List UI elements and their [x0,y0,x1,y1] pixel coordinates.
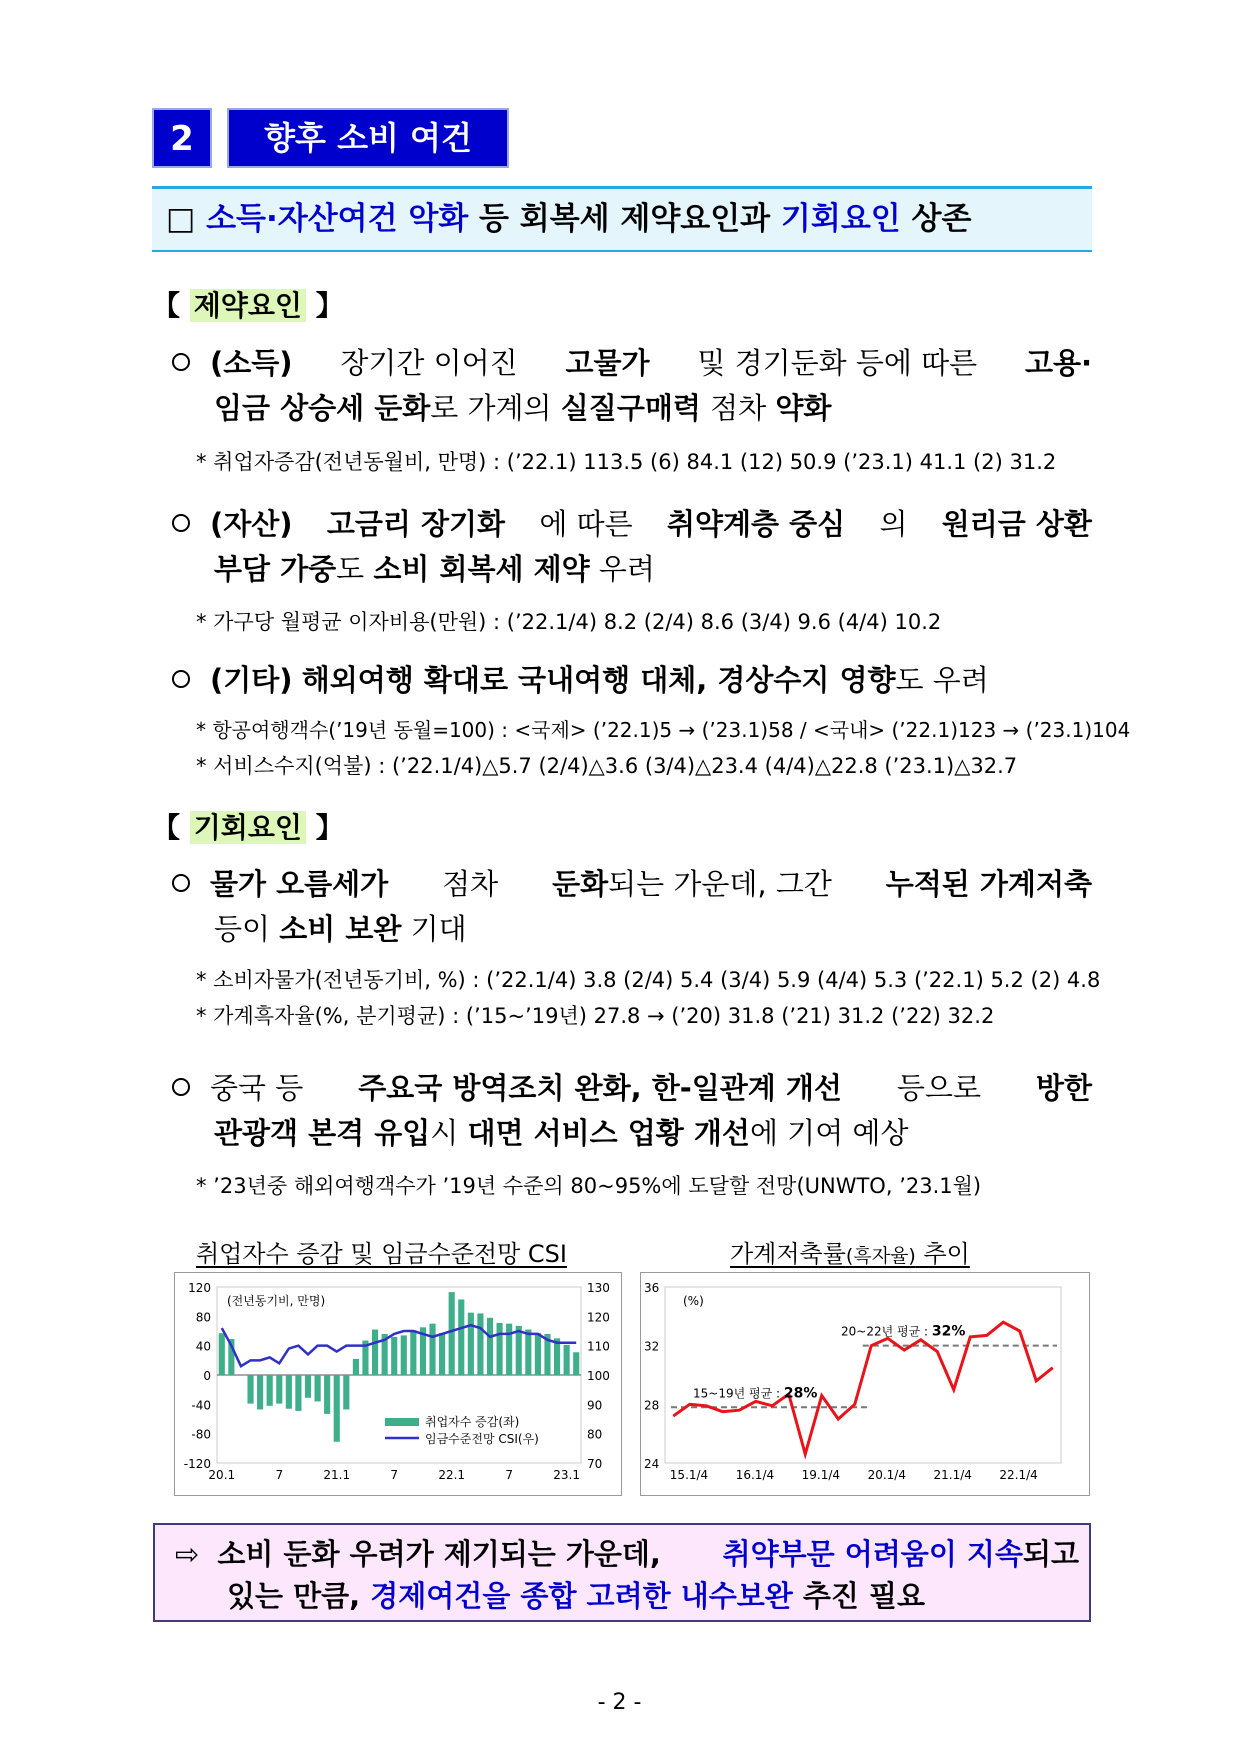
note-cpi: * 소비자물가(전년동기비, %) : (’22.1/4) 3.8 (2/4) 5.4 (3/4) 5.9 (4/4) 5.3 (’22.1) 5.2 (2) 4.8 [196,968,1101,992]
text-bold: 원리금 상환 [941,507,1092,541]
annotation-value: 32% [931,1323,966,1340]
note-employment: * 취업자증감(전년동월비, 만명) : (’22.1) 113.5 (6) 84.1 (12) 50.9 (’23.1) 41.1 (2) 31.2 [196,450,1057,474]
bullet-assets-line1 [172,502,1092,547]
text-plain: 에 기여 예상 [749,1116,909,1150]
bar [276,1375,282,1404]
note-air-travel: * 항공여행객수(’19년 동월=100) : <국제> (’22.1)5 → (’23.1)58 / <국내> (’22.1)123 → (’23.1)104 [196,718,1131,742]
chart1-svg [175,1273,621,1495]
bar [477,1313,483,1375]
headline-part4: 상존 [900,201,972,237]
text-bold: 취약계층 중심 [666,507,846,541]
text-bold: 고용· [1024,346,1092,380]
bar [487,1318,493,1375]
bar [410,1330,416,1375]
text-plain: 점차 [442,867,499,901]
bullet-marker [172,341,293,386]
bracket-close: 】 [305,289,344,322]
bar [372,1330,378,1375]
bullet-marker [172,1066,303,1111]
text-plain: 에 따른 [539,507,633,541]
bullet-income [172,341,1092,431]
opportunities-label [152,806,344,846]
note-service-balance: * 서비스수지(억불) : (’22.1/4)△5.7 (2/4)△3.6 (3/4)△23.4 (4/4)△22.8 (’23.1)△32.7 [196,754,1018,778]
x-tick-label: 21.1 [323,1468,351,1482]
headline-box [152,186,1092,252]
text-bold: 소비 보완 [279,912,402,946]
circle-bullet-icon [172,670,190,688]
chart2-svg [641,1273,1089,1495]
x-tick-label: 16.1/4 [735,1468,775,1482]
text-bold: (기타) [210,663,293,697]
bar [468,1313,474,1375]
conclusion-line2 [175,1575,1079,1617]
bullet-prices-line2 [172,907,1092,952]
checkbox-icon: □ [166,201,196,237]
bracket-close: 】 [305,811,344,844]
y-right-tick-label: 120 [587,1310,610,1325]
bullet-income-line1 [172,341,1092,386]
note-interest: * 가구당 월평균 이자비용(만원) : (’22.1/4) 8.2 (2/4) 8.6 (3/4) 9.6 (4/4) 10.2 [196,610,942,634]
bar [257,1375,263,1409]
text-bold: 실질구매력 [560,391,701,425]
bar [516,1326,522,1375]
text-plain [293,663,302,697]
arrow-right-icon: ⇨ [175,1537,200,1571]
y-left-tick-label: -120 [183,1457,211,1471]
y-right-tick-label: 80 [587,1427,603,1442]
bullet-income-line2 [172,386,1092,431]
text-bold: 약화 [775,391,832,425]
bullet-tourism [172,1066,1092,1156]
chart1-unit-note: (전년동기비, 만명) [227,1294,326,1308]
x-tick-label: 7 [505,1468,513,1482]
bar [564,1345,570,1375]
text-plain: 도 [336,552,374,586]
x-tick-label: 19.1/4 [801,1468,841,1482]
bar [238,1375,244,1376]
legend-label-line: 임금수준전망 CSI(우) [425,1432,539,1446]
bar [343,1375,349,1409]
text-plain: 도 우려 [895,663,989,697]
text-plain: 소비 둔화 우려가 제기되는 가운데, [217,1537,661,1571]
circle-bullet-icon [172,353,190,371]
text-plain: 있는 만큼, [227,1579,371,1613]
y-right-tick-label: 110 [587,1339,610,1354]
bracket-open: 【 [152,289,190,322]
annotation-prefix: 20~22년 평균 : [841,1324,932,1339]
text-blue: 경제여건을 종합 고려한 내수보완 [370,1579,793,1613]
opportunities-label-text: 기회요인 [190,811,306,844]
text-plain: 및 경기둔화 등에 따른 [697,346,978,380]
bar [305,1375,311,1398]
y-tick-label: 32 [644,1339,660,1354]
headline-part3: 기회요인 [780,201,901,237]
bullet-prices-line1 [172,862,1092,907]
text-bold: 고물가 [565,346,650,380]
bar [506,1324,512,1375]
headline-part2: 등 회복세 제약요인과 [468,201,781,237]
y-tick-label: 36 [644,1281,660,1295]
chart2-container [640,1272,1090,1496]
text-plain: 되고 [1022,1537,1079,1571]
y-right-tick-label: 100 [587,1369,610,1383]
bar [353,1359,359,1375]
x-tick-label: 22.1 [438,1468,466,1482]
text-bold: 방한 [1035,1071,1092,1105]
chart2-title-suffix: (흑자율) [845,1245,916,1267]
bar [449,1292,455,1375]
annotation-value: 28% [783,1385,818,1402]
text-mixed [552,862,832,907]
text-bold: 주요국 방역조치 완화, 한-일관계 개선 [358,1071,842,1105]
y-right-tick-label: 90 [587,1398,603,1413]
bar [573,1352,579,1375]
text-plain: 등으로 [896,1071,981,1105]
text-bold: 대면 서비스 업황 개선 [467,1116,750,1150]
y-left-tick-label: -40 [191,1398,211,1413]
text-plain: 시 [430,1116,468,1150]
bar [334,1375,340,1442]
constraints-label-text: 제약요인 [190,289,306,322]
chart2-unit-note: (%) [683,1294,704,1308]
bar [267,1375,273,1406]
section-title: 향후 소비 여건 [227,108,509,168]
note-surplus: * 가계흑자율(%, 분기평균) : (’15~’19년) 27.8 → (’20) 31.8 (’21) 31.2 (’22) 32.2 [196,1004,995,1028]
y-left-tick-label: -80 [191,1427,211,1442]
bullet-tourism-line2 [172,1111,1092,1156]
text-bold: 임금 상승세 둔화 [214,391,431,425]
text-plain: 추진 필요 [792,1579,926,1613]
constraints-label [152,284,344,324]
text-bold: 관광객 본격 유입 [214,1116,431,1150]
x-tick-label: 7 [390,1468,399,1482]
bar [219,1333,225,1375]
text-plain: 우려 [589,552,655,586]
x-tick-label: 15.1/4 [669,1468,709,1482]
legend-label-bars: 취업자수 증감(좌) [425,1415,520,1429]
text-bold: (자산) [210,507,293,541]
bracket-open: 【 [152,811,190,844]
y-right-tick-label: 130 [587,1281,610,1295]
bar [324,1375,330,1414]
bullet-marker [172,862,388,907]
headline-part1: 소득·자산여건 악화 [206,201,469,237]
bar [286,1375,292,1409]
note-unwto: * ’23년중 해외여행객수가 ’19년 수준의 80~95%에 도달할 전망(UNWTO, ’23.1월) [196,1174,982,1198]
bar [429,1324,435,1375]
bar [247,1375,253,1404]
bar [439,1333,445,1375]
text-plain: 기대 [401,912,467,946]
text-bold: 둔화 [552,867,609,901]
x-tick-label: 7 [275,1468,284,1482]
bullet-other [172,658,1092,703]
text-plain: 되는 가운데, 그간 [608,867,832,901]
bar [458,1299,464,1375]
text-bold: 소비 회복세 제약 [373,552,590,586]
y-left-tick-label: 40 [195,1339,211,1354]
text-bold: 누적된 가계저축 [885,867,1092,901]
text-blue: 취약부문 어려움이 지속 [722,1537,1023,1571]
bullet-assets [172,502,1092,592]
chart1-title: 취업자수 증감 및 임금수준전망 CSI [196,1240,567,1268]
conclusion-line1 [175,1533,1079,1575]
bar [497,1323,503,1375]
bar [295,1375,301,1411]
x-tick-label: 23.1 [553,1468,580,1482]
bar [525,1330,531,1375]
text-plain: 로 가계의 [430,391,561,425]
text-bold: 고금리 장기화 [326,507,506,541]
conclusion-l1a [175,1533,661,1575]
bullet-assets-line2 [172,547,1092,592]
text-bold: 부담 가중 [214,552,337,586]
annotation-prefix: 15~19년 평균 : [693,1386,784,1401]
text-plain: 중국 등 [210,1071,304,1105]
x-tick-label: 22.1/4 [999,1468,1038,1482]
y-right-tick-label: 70 [587,1457,603,1471]
chart2-title-main: 가계저축률 [730,1240,846,1268]
text-plain: 의 [879,507,908,541]
text-plain: 점차 [700,391,776,425]
bar [315,1375,321,1401]
y-left-tick-label: 0 [203,1369,211,1383]
text-bold: (소득) [210,346,293,380]
chart2-title [730,1234,970,1269]
bullet-tourism-line1 [172,1066,1092,1111]
chart1-container [174,1272,622,1496]
conclusion-box [153,1523,1091,1622]
text-plain: 등이 [214,912,280,946]
x-tick-label: 21.1/4 [933,1468,972,1482]
bar [391,1337,397,1375]
y-tick-label: 24 [644,1457,660,1471]
circle-bullet-icon [172,514,190,532]
y-left-tick-label: 80 [195,1310,211,1325]
circle-bullet-icon [172,874,190,892]
circle-bullet-icon [172,1078,190,1096]
annotation-avg-20-22 [841,1324,965,1340]
y-left-tick-label: 120 [188,1281,211,1295]
section-number: 2 [152,108,212,168]
bullet-prices [172,862,1092,952]
text-plain: 장기간 이어진 [340,346,518,380]
annotation-avg-15-19 [693,1385,817,1401]
chart2-title-end: 추이 [915,1240,970,1268]
bar [535,1333,541,1375]
x-tick-label: 20.1 [208,1468,236,1482]
page-number: - 2 - [597,1690,642,1715]
conclusion-l1b [723,1533,1079,1575]
text-bold: 해외여행 확대로 국내여행 대체, 경상수지 영향 [301,663,896,697]
bullet-marker [172,502,293,547]
x-tick-label: 20.1/4 [867,1468,906,1482]
text-bold: 물가 오름세가 [210,867,389,901]
bar [401,1335,407,1375]
y-tick-label: 28 [644,1398,660,1413]
legend-swatch-bars [385,1418,419,1426]
